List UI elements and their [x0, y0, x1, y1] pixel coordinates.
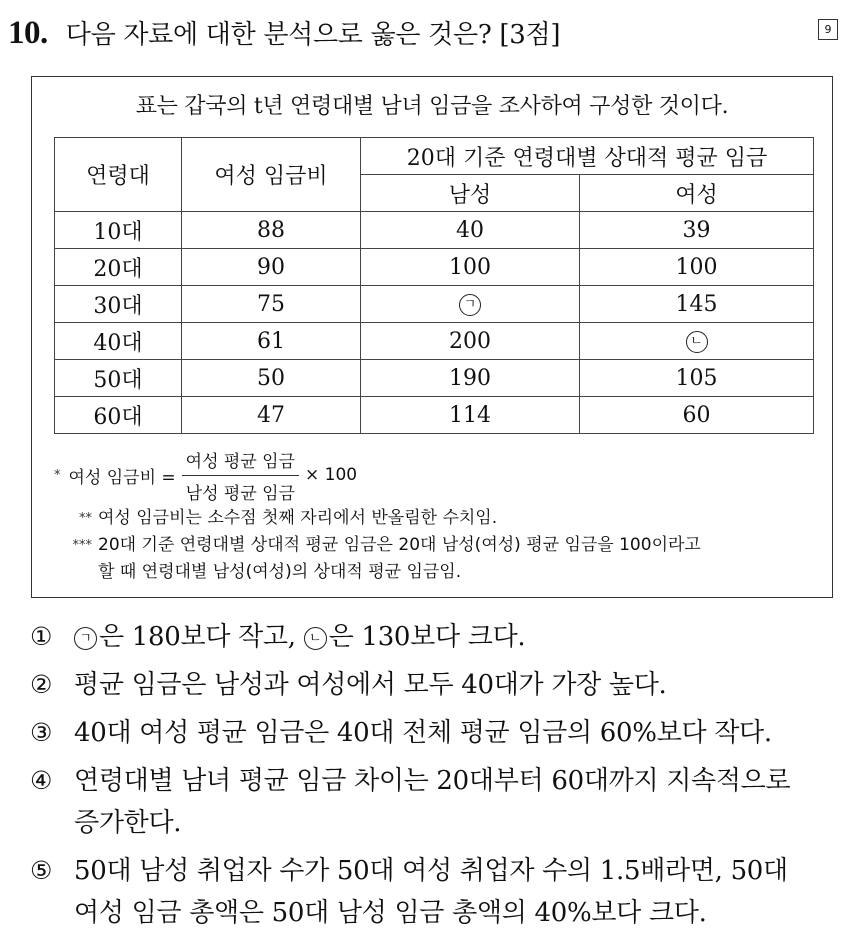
blank-marker-nieun: ㄴ: [304, 627, 327, 650]
choice-text: 40대 여성 평균 임금은 40대 전체 평균 임금의 60%보다 작다.: [74, 718, 772, 748]
cell-ratio: 61: [182, 323, 361, 360]
cell-ratio: 88: [182, 212, 361, 249]
header-female: 여성: [580, 175, 814, 212]
cell-female: [580, 323, 814, 360]
choice-marker: ④: [30, 766, 53, 795]
choice-2[interactable]: [30, 664, 850, 706]
choice-1[interactable]: [30, 616, 850, 658]
cell-ratio: 90: [182, 249, 361, 286]
wage-table: [54, 137, 814, 434]
formula-fraction: [182, 447, 299, 504]
cell-age: 60대: [55, 397, 182, 434]
note-text: 여성 임금비는 소수점 첫째 자리에서 반올림한 수치임.: [98, 508, 498, 528]
cell-age: 40대: [55, 323, 182, 360]
choice-4[interactable]: [30, 760, 850, 844]
cell-ratio: 50: [182, 360, 361, 397]
formula-lhs: 여성 임금비 =: [68, 467, 176, 488]
choice-text: [74, 616, 850, 658]
formula-denominator: 남성 평균 임금: [185, 483, 296, 504]
formula-numerator: 여성 평균 임금: [182, 447, 299, 476]
cell-male: 100: [361, 249, 580, 286]
table-row: [55, 360, 814, 397]
question-text: 다음 자료에 대한 분석으로 옳은 것은? [3점]: [65, 20, 561, 50]
cell-male: 40: [361, 212, 580, 249]
note-relative-definition: [54, 532, 701, 586]
choice-marker: ②: [30, 670, 53, 699]
table-row: [55, 212, 814, 249]
cell-male: 200: [361, 323, 580, 360]
answer-choices: [30, 616, 850, 940]
choice-text: [74, 760, 850, 844]
note-text-line: 할 때 연령대별 남성(여성)의 상대적 평균 임금임.: [98, 562, 462, 582]
question-number: 10.: [8, 15, 48, 51]
cell-age: 30대: [55, 286, 182, 323]
page-badge: 9: [818, 19, 838, 40]
cell-female: 60: [580, 397, 814, 434]
note-text: [98, 532, 701, 586]
cell-age: 10대: [55, 212, 182, 249]
cell-male: 190: [361, 360, 580, 397]
blank-marker-giyeok: ㄱ: [74, 627, 97, 650]
question-header: [8, 14, 560, 58]
choice-text: [74, 850, 850, 934]
note-mark: *: [54, 467, 61, 483]
choice-text-line: 연령대별 남녀 평균 임금 차이는 20대부터 60대까지 지속적으로: [74, 766, 791, 796]
data-box: [31, 76, 833, 598]
table-notes: [54, 445, 701, 586]
choice-3[interactable]: [30, 712, 850, 754]
choice-text-part: 은 180보다 작고,: [99, 622, 304, 652]
choice-text-part: 은 130보다 크다.: [328, 622, 526, 652]
cell-female: 100: [580, 249, 814, 286]
choice-text-line: 증가한다.: [74, 808, 182, 838]
choice-text-line: 여성 임금 총액은 50대 남성 임금 총액의 40%보다 크다.: [74, 898, 707, 928]
cell-female: 105: [580, 360, 814, 397]
cell-male: [361, 286, 580, 323]
note-rounding: [54, 505, 701, 532]
choice-marker: ①: [30, 622, 53, 651]
cell-ratio: 47: [182, 397, 361, 434]
formula-note: [54, 445, 701, 505]
header-relative-wage: 20대 기준 연령대별 상대적 평균 임금: [361, 138, 814, 175]
note-mark: ***: [72, 538, 92, 553]
cell-age: 50대: [55, 360, 182, 397]
note-mark: **: [79, 511, 92, 526]
table-row: [55, 249, 814, 286]
choice-5[interactable]: [30, 850, 850, 934]
cell-male: 114: [361, 397, 580, 434]
table-row: [55, 323, 814, 360]
table-row: [55, 286, 814, 323]
choice-text: 평균 임금은 남성과 여성에서 모두 40대가 가장 높다.: [74, 670, 667, 700]
blank-marker-giyeok: ㄱ: [459, 294, 481, 316]
cell-female: 145: [580, 286, 814, 323]
header-ratio: 여성 임금비: [182, 138, 361, 212]
blank-marker-nieun: ㄴ: [686, 331, 708, 353]
cell-ratio: 75: [182, 286, 361, 323]
header-male: 남성: [361, 175, 580, 212]
box-intro: 표는 갑국의 t년 연령대별 남녀 임금을 조사하여 구성한 것이다.: [135, 94, 729, 119]
note-text-line: 20대 기준 연령대별 상대적 평균 임금은 20대 남성(여성) 평균 임금을 100이라고: [98, 535, 701, 555]
cell-age: 20대: [55, 249, 182, 286]
header-age: 연령대: [55, 138, 182, 212]
choice-text-line: 50대 남성 취업자 수가 50대 여성 취업자 수의 1.5배라면, 50대: [74, 856, 788, 886]
choice-marker: ⑤: [30, 856, 53, 885]
cell-female: 39: [580, 212, 814, 249]
table-row: [55, 397, 814, 434]
formula-rhs: × 100: [305, 465, 358, 485]
choice-marker: ③: [30, 718, 53, 747]
